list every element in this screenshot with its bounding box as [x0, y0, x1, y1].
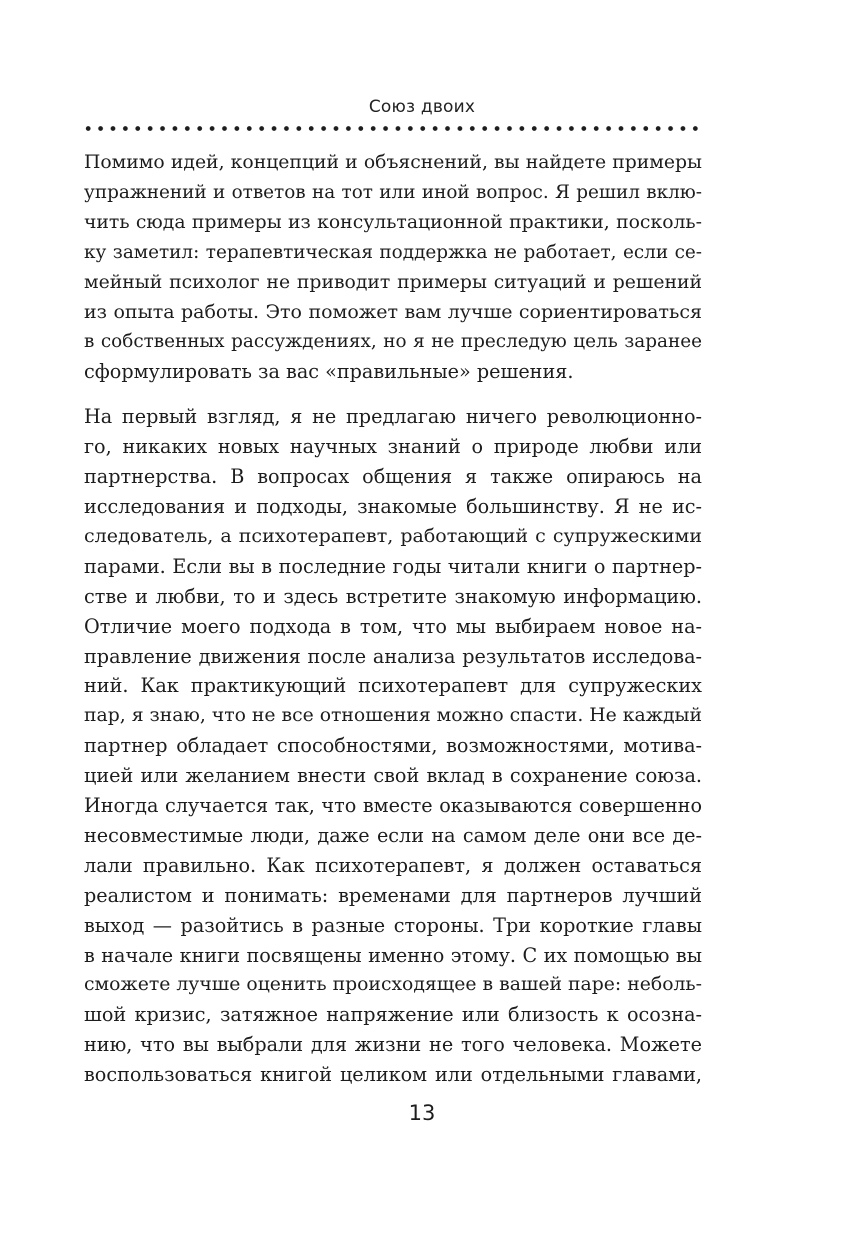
text-line: чить сюда примеры из консультационной практики, посколь- — [84, 211, 702, 233]
dotted-divider — [82, 125, 704, 132]
text-line: го, никаких новых научных знаний о природе любви или — [84, 435, 702, 459]
text-line: выход — разойтись в разные стороны. Три короткие главы — [84, 913, 702, 937]
text-line: сформулировать за вас «правильные» решения. — [84, 360, 574, 384]
text-line: шой кризис, затяжное напряжение или близость к осозна- — [84, 1003, 702, 1027]
text-line: упражнений и ответов на тот или иной вопрос. Я решил вклю- — [84, 181, 702, 203]
text-line: из опыта работы. Это поможет вам лучше сориентироваться — [84, 300, 702, 323]
running-head-title: Союз двоих — [368, 97, 476, 117]
text-line: мейный психолог не приводит примеры ситуаций и решений — [84, 271, 702, 293]
text-line: в собственных рассуждениях, но я не преследую цель заранее — [84, 331, 702, 353]
text-line: следователь, а психотерапевт, работающий с супружескими — [84, 524, 702, 547]
text-line: несовместимые люди, даже если на самом деле они все де- — [84, 823, 702, 847]
text-line: в начале книги посвящены именно этому. С их помощью вы — [84, 943, 702, 967]
text-line: нию, что вы выбрали для жизни не того человека. Можете — [84, 1033, 702, 1057]
text-line: партнерства. В вопросах общения я также опираюсь на — [84, 465, 702, 489]
paragraph-2 — [84, 402, 702, 1090]
text-line: ку заметил: терапевтическая поддержка не работает, если се- — [84, 241, 702, 263]
text-line: ний. Как практикующий психотерапевт для супружеских — [84, 674, 702, 698]
text-line: Отличие моего подхода в том, что мы выбираем новое на- — [84, 614, 702, 638]
text-line: пар, я знаю, что не все отношения можно спасти. Не каждый — [84, 705, 702, 727]
text-line: сможете лучше оценить происходящее в вашей паре: неболь- — [84, 974, 702, 996]
paragraph-1 — [84, 148, 702, 387]
text-line: цией или желанием внести свой вклад в сохранение союза. — [84, 764, 702, 788]
text-line: исследования и подходы, знакомые большинству. Я не ис- — [84, 494, 702, 518]
text-line: воспользоваться книгой целиком или отдельными главами, — [84, 1063, 702, 1087]
text-line: стве и любви, то и здесь встретите знакомую информацию. — [84, 584, 702, 608]
text-line: Иногда случается так, что вместе оказываются совершенно — [84, 794, 702, 818]
text-line: На первый взгляд, я не предлагаю ничего революционно- — [84, 405, 702, 429]
text-line: Помимо идей, концепций и объяснений, вы найдете примеры — [84, 152, 702, 173]
text-line: реалистом и понимать: временами для партнеров лучший — [84, 883, 702, 907]
text-line: парами. Если вы в последние годы читали книги о партнер- — [84, 554, 702, 578]
page-number: 13 — [408, 1101, 436, 1125]
body-text — [84, 148, 702, 1090]
text-line: партнер обладает способностями, возможностями, мотива- — [84, 734, 702, 758]
text-line: лали правильно. Как психотерапевт, я должен оставаться — [84, 853, 702, 877]
text-line: правление движения после анализа результатов исследова- — [84, 644, 702, 668]
